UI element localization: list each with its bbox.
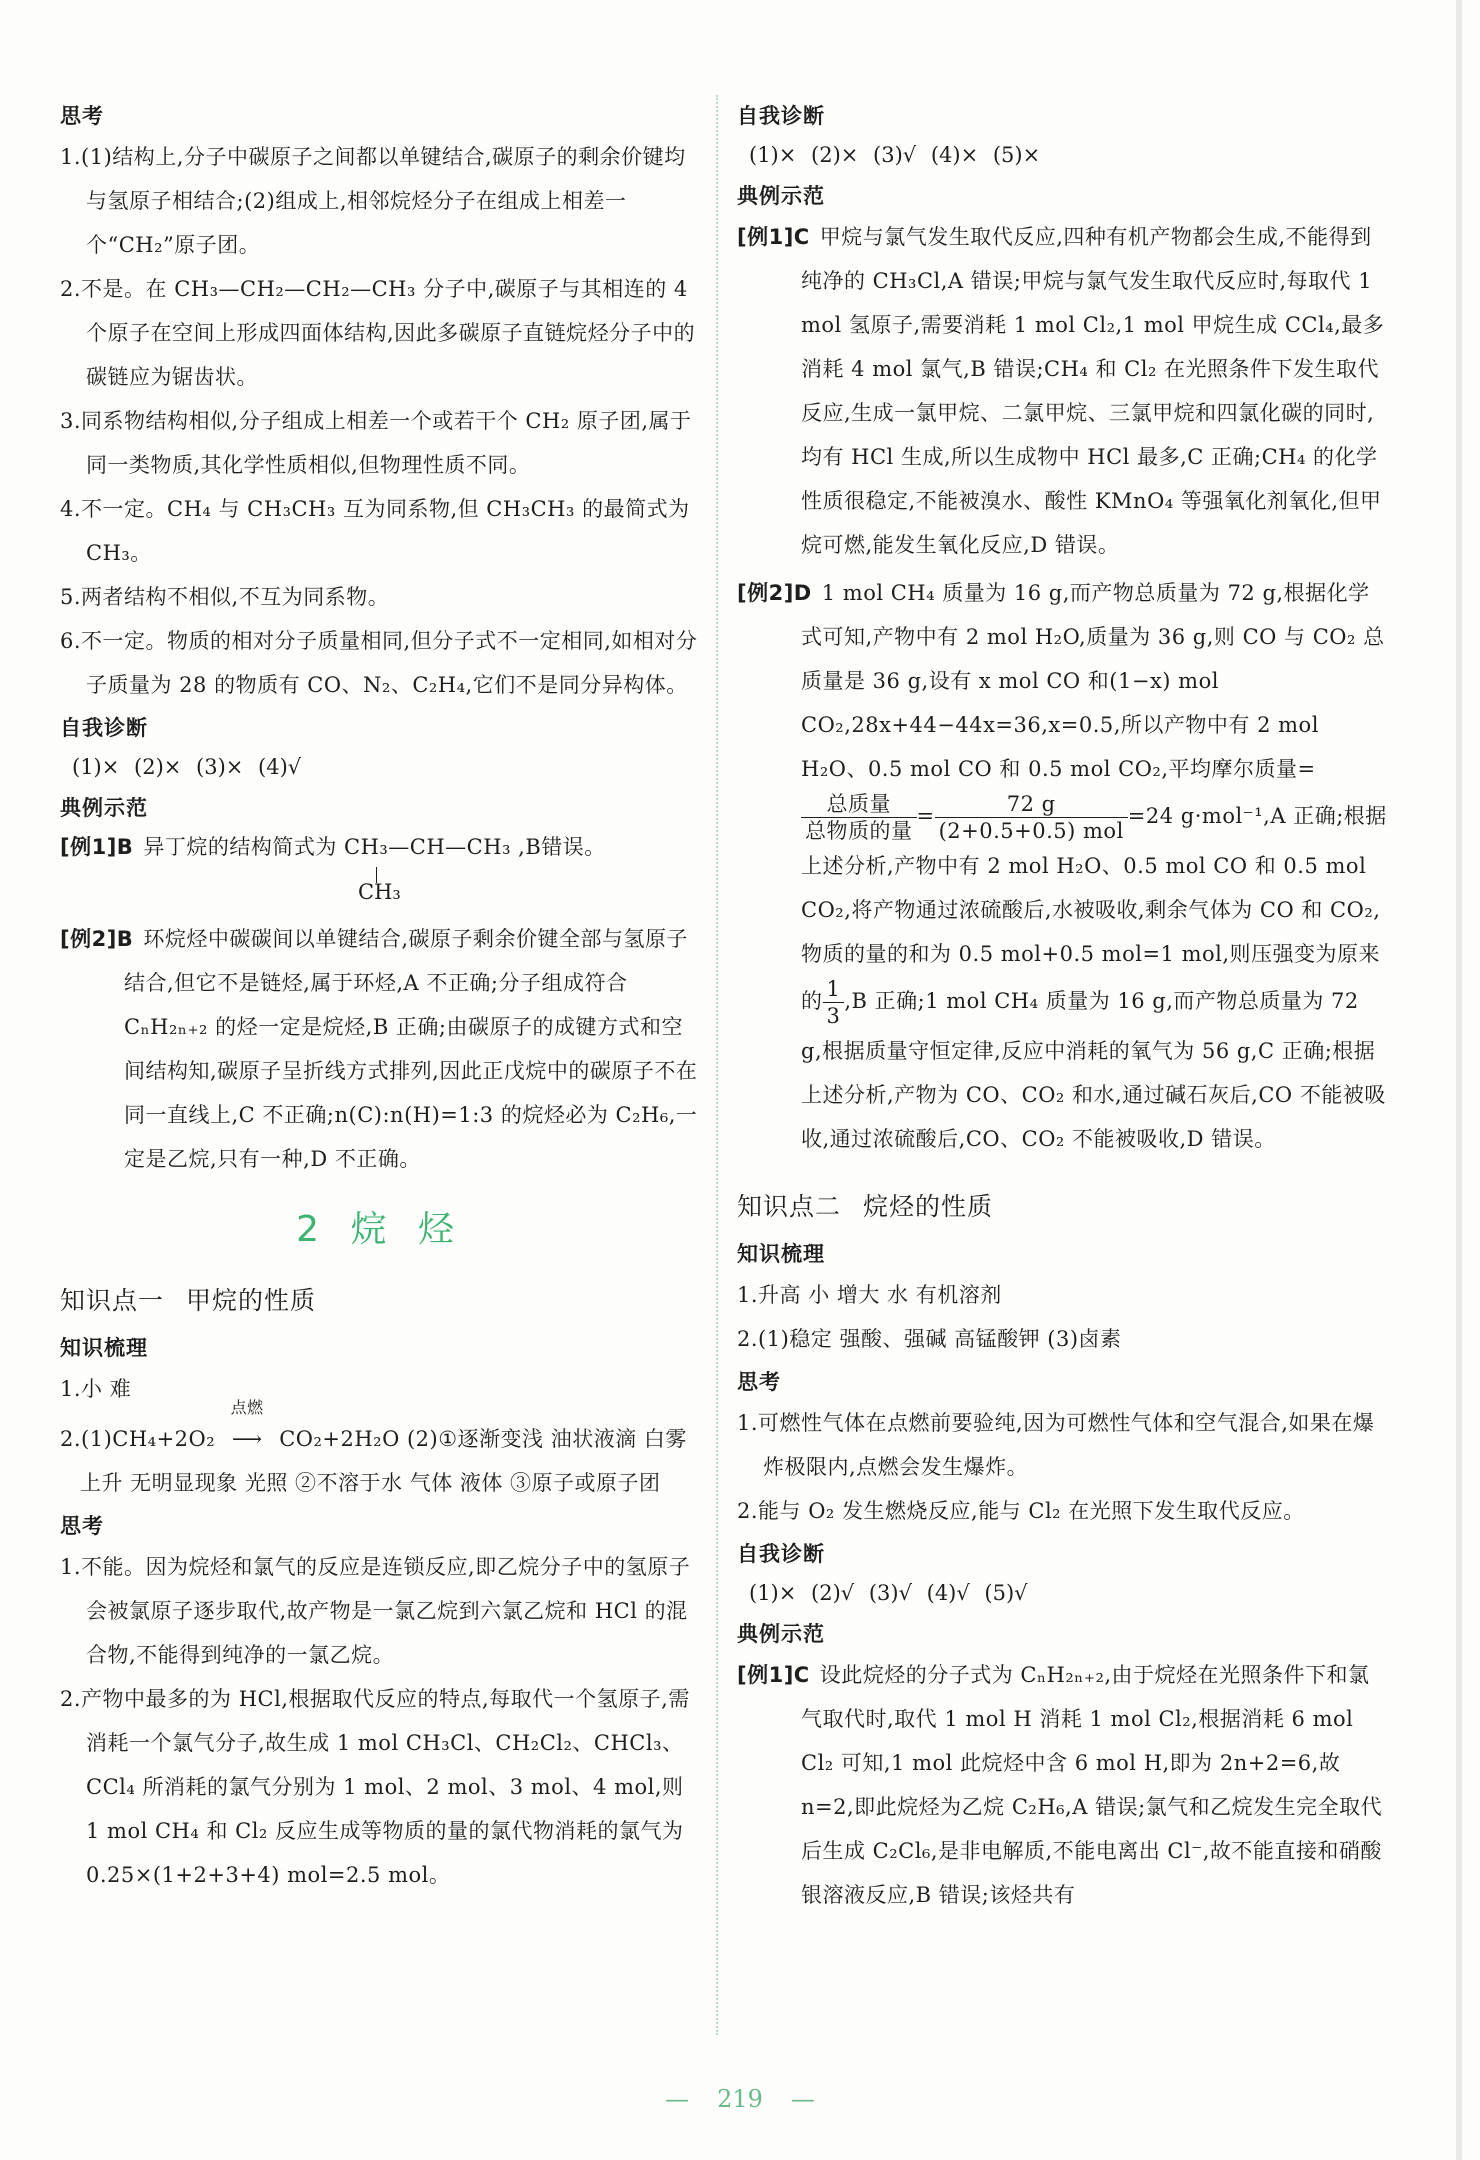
equals-sign: = xyxy=(916,804,935,828)
example-text: 环烷烃中碳碳间以单键结合,碳原子剩余价键全部与氢原子结合,但它不是链烃,属于环烃,A 不正确;分子组成符合 CₙH₂ₙ₊₂ 的烃一定是烷烃,B 正确;由碳原子的成键方式和空间结构知,碳原子呈折线方式排列,因此正戊烷中的碳原子不在同一直线上,C 不正确;n(C):n(H)=1:3 的烷烃必为 C₂H₆,一定是乙烷,只有一种,D 不正确。 xyxy=(124,927,698,1171)
equation-right: CO₂+2H₂O (2)①逐渐变浅 油状液滴 白雾 上升 无明显现象 光照 ②不溶于水 气体 液体 ③原子或原子团 xyxy=(80,1427,687,1495)
fraction-numerator: 总质量 xyxy=(801,791,917,818)
arrow-condition: 点燃 xyxy=(230,1398,264,1417)
answer-paragraph: 1.不能。因为烷烃和氯气的反应是连锁反应,即乙烷分子中的氢原子会被氯原子逐步取代,故产物是一氯乙烷到六氯乙烷和 HCl 的混合物,不能得到纯净的一氯乙烷。 xyxy=(60,1555,691,1667)
column-divider xyxy=(716,95,718,2035)
answer-paragraph: 4.不一定。CH₄ 与 CH₃CH₃ 互为同系物,但 CH₃CH₃ 的最简式为 CH₃。 xyxy=(60,497,690,565)
footer-dash-left: — xyxy=(665,2085,690,2113)
diagnosis-answers: (1)× (2)× (3)× (4)√ xyxy=(72,755,302,779)
example-2 xyxy=(60,917,700,1181)
example-2 xyxy=(737,571,1387,1161)
example-text: 设此烷烃的分子式为 CₙH₂ₙ₊₂,由于烷烃在光照条件下和氯气取代时,取代 1 mol H 消耗 1 mol Cl₂,根据消耗 6 mol Cl₂ 可知,1 mol 此烷烃中含 6 mol H,即为 2n+2=6,故 n=2,即此烷烃为乙烷 C₂H₆,A 错误;氯气和乙烷发生完全取代后生成 C₂Cl₆,是非电解质,不能电离出 Cl⁻,故不能直接和硝酸银溶液反应,B 错误;该烃共有 xyxy=(801,1663,1383,1907)
heading-self-diagnosis: 自我诊断 xyxy=(737,104,825,128)
page-edge xyxy=(1456,0,1462,2160)
review-item: 2.(1)稳定 强酸、强碱 高锰酸钾 (3)卤素 xyxy=(737,1327,1122,1351)
equation-left: 2.(1)CH₄+2O₂ xyxy=(60,1427,216,1451)
knowledge-point-heading xyxy=(737,1189,1387,1225)
fraction-numerator: 72 g xyxy=(935,791,1128,818)
fraction-one-third xyxy=(823,976,845,1029)
left-column xyxy=(60,95,700,1897)
example-tag: [例1]C xyxy=(737,225,810,249)
review-item: 1.升高 小 增大 水 有机溶剂 xyxy=(737,1283,1002,1307)
heading-examples: 典例示范 xyxy=(60,796,148,820)
heading-knowledge-review: 知识梳理 xyxy=(737,1242,825,1266)
example-text: =24 g·mol⁻¹,A 正确;根据上述分析,产物中有 2 mol H₂O、0.5 mol CO 和 0.5 mol CO₂,将产物通过浓硫酸后,水被吸收,剩余气体为 CO 和 CO₂,物质的量的和为 0.5 mol+0.5 mol=1 mol,则压强变为原来的 xyxy=(801,804,1387,1013)
heading-thinking: 思考 xyxy=(60,104,104,128)
kp-number: 知识点一 xyxy=(60,1286,165,1315)
answer-paragraph: 5.两者结构不相似,不互为同系物。 xyxy=(60,585,390,609)
fraction-avg-molar-mass xyxy=(801,791,917,844)
example-text: 异丁烷的结构简式为 CH₃—CH—CH₃ ,B错误。 xyxy=(143,835,606,859)
review-item xyxy=(60,1398,700,1505)
answer-paragraph: 6.不一定。物质的相对分子质量相同,但分子式不一定相同,如相对分子质量为 28 的物质有 CO、N₂、C₂H₄,它们不是同分异构体。 xyxy=(60,629,698,697)
diagnosis-answers: (1)× (2)√ (3)√ (4)√ (5)√ xyxy=(749,1581,1028,1605)
kp-number: 知识点二 xyxy=(737,1192,842,1221)
page-number: 219 xyxy=(717,2085,763,2113)
example-tag: [例1]C xyxy=(737,1663,810,1687)
section-title: 2 烷 烃 xyxy=(296,1209,464,1250)
example-tag: [例2]B xyxy=(60,927,134,951)
answer-paragraph: 2.产物中最多的为 HCl,根据取代反应的特点,每取代一个氢原子,需消耗一个氯气分子,故生成 1 mol CH₃Cl、CH₂Cl₂、CHCl₃、CCl₄ 所消耗的氯气分别为 1 mol、2 mol、3 mol、4 mol,则 1 mol CH₄ 和 Cl₂ 反应生成等物质的量的氯代物消耗的氯气为 0.25×(1+2+3+4) mol=2.5 mol。 xyxy=(60,1687,690,1887)
fraction-denominator: 3 xyxy=(826,1004,841,1028)
heading-self-diagnosis: 自我诊断 xyxy=(60,716,148,740)
answer-paragraph: 1.可燃性气体在点燃前要验纯,因为可燃性气体和空气混合,如果在爆炸极限内,点燃会发生爆炸。 xyxy=(737,1411,1375,1479)
knowledge-point-heading xyxy=(60,1283,700,1319)
example-1 xyxy=(737,215,1387,567)
example-3 xyxy=(737,1653,1387,1917)
right-column xyxy=(737,95,1387,1917)
reaction-arrow: 点燃 ⟶ xyxy=(215,1417,279,1461)
heading-knowledge-review: 知识梳理 xyxy=(60,1336,148,1360)
page-footer xyxy=(0,2085,1480,2113)
branch-ch3: CH₃ xyxy=(358,880,401,904)
footer-dash-right: — xyxy=(790,2085,815,2113)
answer-paragraph: 2.能与 O₂ 发生燃烧反应,能与 Cl₂ 在光照下发生取代反应。 xyxy=(737,1499,1305,1523)
kp-name: 烷烃的性质 xyxy=(863,1192,994,1221)
heading-thinking: 思考 xyxy=(737,1370,781,1394)
heading-thinking-2: 思考 xyxy=(60,1514,104,1538)
fraction-denominator: (2+0.5+0.5) mol xyxy=(938,819,1124,843)
example-tag: [例2]D xyxy=(737,581,812,605)
heading-examples: 典例示范 xyxy=(737,184,825,208)
fraction-mass-over-mol xyxy=(935,791,1128,844)
structure-branch xyxy=(60,867,700,904)
kp-name: 甲烷的性质 xyxy=(186,1286,317,1315)
example-tag: [例1]B xyxy=(60,835,134,859)
review-item: 1.小 难 xyxy=(60,1377,132,1401)
example-text: 甲烷与氯气发生取代反应,四种有机产物都会生成,不能得到纯净的 CH₃Cl,A 错误;甲烷与氯气发生取代反应时,每取代 1 mol 氢原子,需要消耗 1 mol Cl₂,1 mol 甲烷生成 CCl₄,最多消耗 4 mol 氯气,B 错误;CH₄ 和 Cl₂ 在光照条件下发生取代反应,生成一氯甲烷、二氯甲烷、三氯甲烷和四氯化碳的同时,均有 HCl 生成,所以生成物中 HCl 最多,C 正确;CH₄ 的化学性质很稳定,不能被溴水、酸性 KMnO₄ 等强氧化剂氧化,但甲烷可燃,能发生氧化反应,D 错误。 xyxy=(801,225,1385,557)
diagnosis-answers: (1)× (2)× (3)√ (4)× (5)× xyxy=(749,143,1041,167)
fraction-numerator: 1 xyxy=(823,976,845,1003)
heading-self-diagnosis-2: 自我诊断 xyxy=(737,1542,825,1566)
answer-paragraph: 3.同系物结构相似,分子组成上相差一个或若干个 CH₂ 原子团,属于同一类物质,其化学性质相似,但物理性质不同。 xyxy=(60,409,692,477)
example-text: ,B 正确;1 mol CH₄ 质量为 16 g,而产物总质量为 72 g,根据质量守恒定律,反应中消耗的氧气为 56 g,C 正确;根据上述分析,产物为 CO、CO₂ 和水,通过碱石灰后,CO 不能被吸收,通过浓硫酸后,CO、CO₂ 不能被吸收,D 错误。 xyxy=(801,989,1386,1151)
answer-paragraph: 1.(1)结构上,分子中碳原子之间都以单键结合,碳原子的剩余价键均与氢原子相结合;(2)组成上,相邻烷烃分子在组成上相差一个“CH₂”原子团。 xyxy=(60,145,686,257)
fraction-denominator: 总物质的量 xyxy=(805,819,913,843)
example-text: 1 mol CH₄ 质量为 16 g,而产物总质量为 72 g,根据化学式可知,产物中有 2 mol H₂O,质量为 36 g,则 CO 与 CO₂ 总质量是 36 g,设有 x mol CO 和(1−x) mol CO₂,28x+44−44x=36,x=0.5,所以产物中有 2 mol H₂O、0.5 mol CO 和 0.5 mol CO₂,平均摩尔质量= xyxy=(801,581,1385,781)
answer-paragraph: 2.不是。在 CH₃—CH₂—CH₂—CH₃ 分子中,碳原子与其相连的 4 个原子在空间上形成四面体结构,因此多碳原子直链烷烃分子中的碳链应为锯齿状。 xyxy=(60,277,696,389)
example-1 xyxy=(60,827,700,867)
heading-examples-2: 典例示范 xyxy=(737,1622,825,1646)
